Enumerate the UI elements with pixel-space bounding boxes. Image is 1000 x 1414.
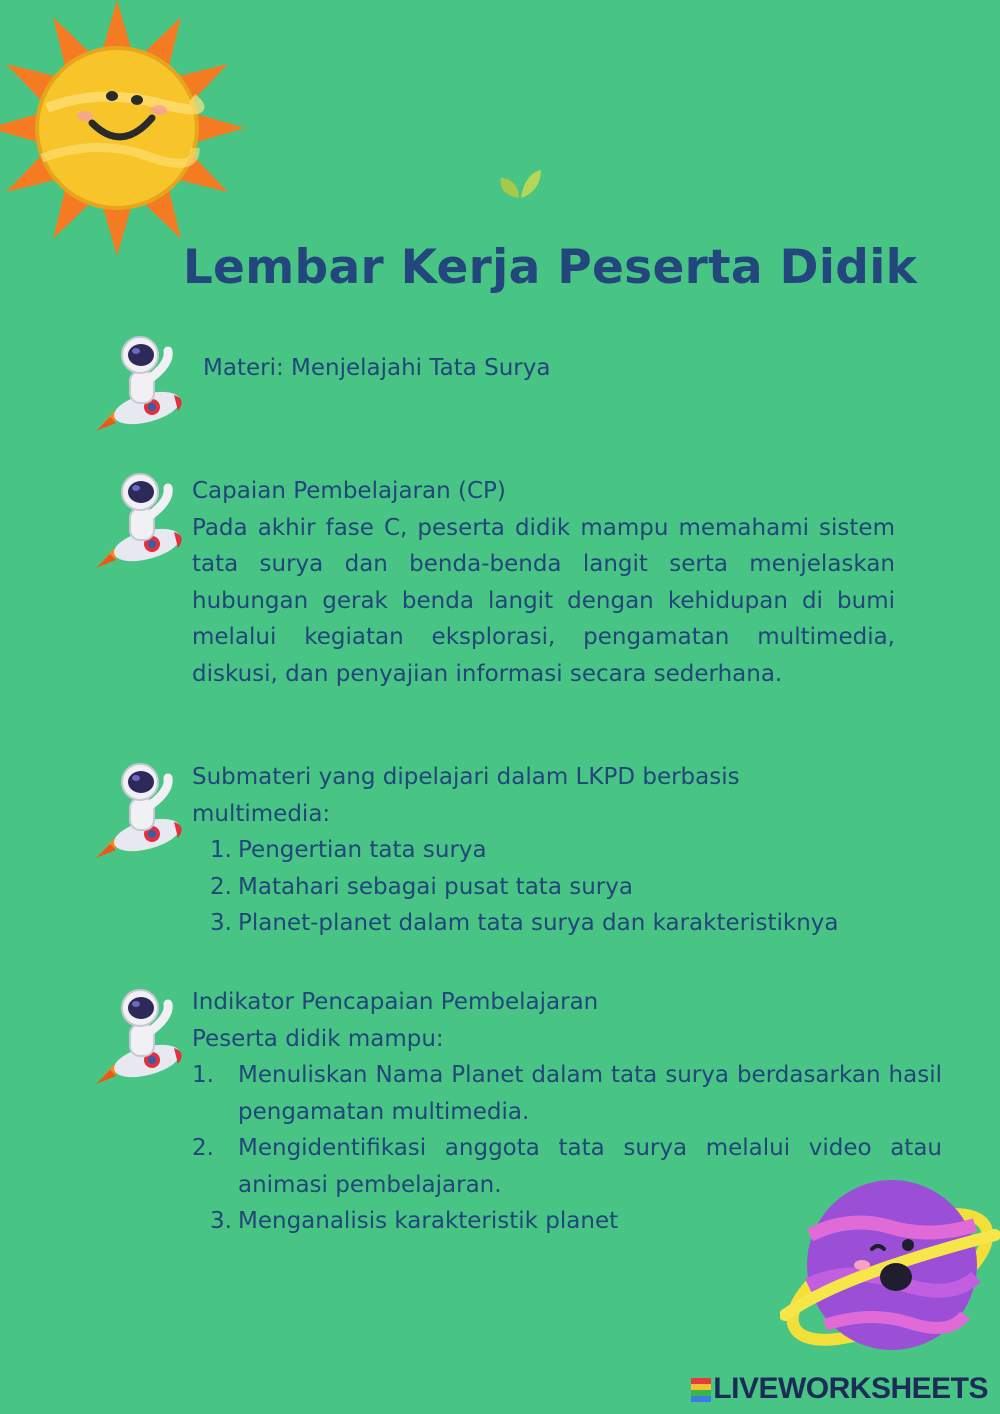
list-text: Pengertian tata surya: [238, 837, 487, 863]
planet-illustration: [780, 1165, 1000, 1375]
list-text: Mengidentifikasi anggota tata surya melalui video atau animasi pembelajaran.: [238, 1135, 942, 1198]
cp-heading: Capaian Pembelajaran (CP): [192, 478, 506, 504]
list-number: 2.: [192, 1135, 214, 1161]
list-item: [192, 832, 872, 869]
submateri-heading: Submateri yang dipelajari dalam LKPD berbasis multimedia:: [192, 764, 740, 827]
list-text: Matahari sebagai pusat tata surya: [238, 873, 633, 900]
liveworksheets-logo: [691, 1372, 988, 1406]
astronaut-rocket-icon: [92, 470, 187, 570]
list-item: [192, 1057, 942, 1130]
list-number: 2.: [210, 873, 232, 900]
list-number: 1.: [192, 1062, 214, 1088]
indikator-intro: Peserta didik mampu:: [192, 1025, 444, 1052]
astronaut-rocket-icon: [92, 760, 187, 860]
list-number: 3.: [210, 1208, 232, 1234]
list-text: Menuliskan Nama Planet dalam tata surya berdasarkan hasil pengamatan multimedia.: [238, 1062, 942, 1125]
page-title: Lembar Kerja Peserta Didik: [182, 240, 918, 295]
list-number: 3.: [210, 910, 232, 936]
astronaut-rocket-icon: [92, 333, 187, 433]
leaf-icon: [497, 168, 543, 200]
list-number: 1.: [210, 837, 232, 863]
list-item: [192, 905, 872, 942]
cp-body: Pada akhir fase C, peserta didik mampu memahami sistem tata surya dan benda-benda langit serta menjelaskan hubungan gerak benda langit dengan kehidupan di bumi melalui kegiatan eksplorasi, pengamatan multimedia, diskusi, dan penyajian informasi secara sederhana.: [192, 514, 895, 687]
materi-text: Materi: Menjelajahi Tata Surya: [203, 355, 551, 381]
submateri-section: [192, 759, 872, 942]
list-text: Planet-planet dalam tata surya dan karakteristiknya: [238, 910, 839, 936]
astronaut-rocket-icon: [92, 986, 187, 1086]
cp-section: [192, 473, 895, 692]
sun-illustration: [0, 0, 260, 260]
list-text: Menganalisis karakteristik planet: [238, 1208, 619, 1234]
indikator-heading: Indikator Pencapaian Pembelajaran: [192, 989, 599, 1015]
brand-text: LIVEWORKSHEETS: [713, 1372, 988, 1405]
live-badge-icon: [691, 1378, 711, 1402]
submateri-list: [192, 832, 872, 942]
list-item: [192, 869, 872, 906]
